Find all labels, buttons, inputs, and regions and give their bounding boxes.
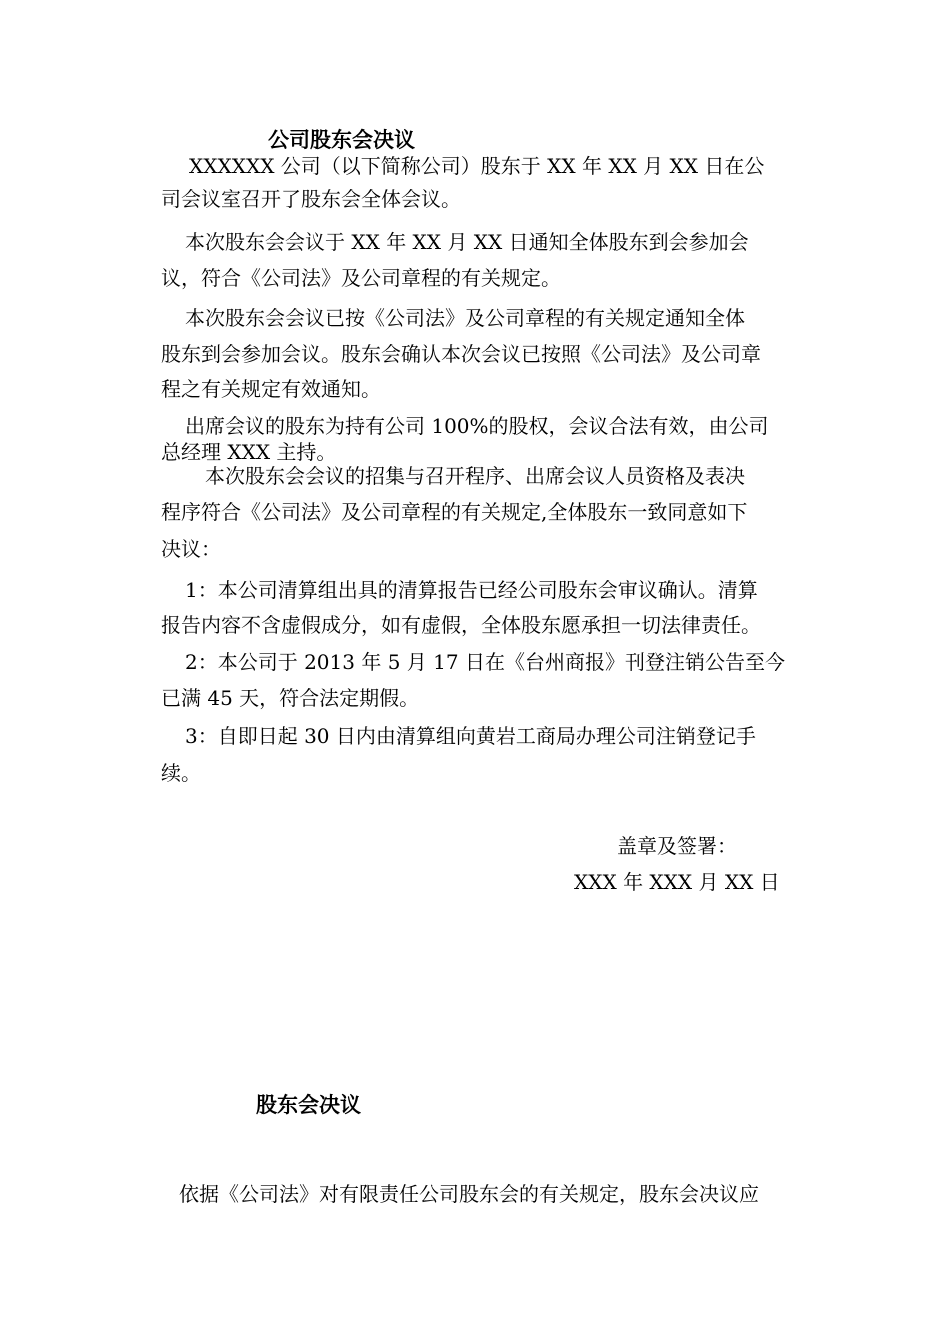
signature-label: 盖章及签署： <box>617 834 737 858</box>
paragraph-line: 总经理 XXX 主持。 <box>161 440 337 464</box>
resolution-item: 报告内容不含虚假成分，如有虚假，全体股东愿承担一切法律责任。 <box>161 613 761 637</box>
section2-title: 股东会决议 <box>256 1093 361 1117</box>
paragraph-line: 股东到会参加会议。股东会确认本次会议已按照《公司法》及公司章 <box>161 342 761 366</box>
paragraph-line: 本次股东会会议的招集与召开程序、出席会议人员资格及表决 <box>205 464 745 488</box>
paragraph-line: 依据《公司法》对有限责任公司股东会的有关规定，股东会决议应 <box>179 1182 759 1206</box>
paragraph-line: 本次股东会会议于 XX 年 XX 月 XX 日通知全体股东到会参加会 <box>185 230 749 254</box>
resolution-item: 已满 45 天，符合法定期假。 <box>161 686 420 710</box>
paragraph-line: 程序符合《公司法》及公司章程的有关规定,全体股东一致同意如下 <box>161 500 748 524</box>
section1-title: 公司股东会决议 <box>268 128 415 152</box>
paragraph-line: 出席会议的股东为持有公司 100%的股权，会议合法有效，由公司 <box>185 414 769 438</box>
resolution-item: 2：本公司于 2013 年 5 月 17 日在《台州商报》刊登注销公告至今 <box>185 650 785 674</box>
paragraph-line: 本次股东会会议已按《公司法》及公司章程的有关规定通知全体 <box>185 306 745 330</box>
paragraph-line: 决议： <box>161 537 221 561</box>
signature-date: XXX 年 XXX 月 XX 日 <box>574 870 780 894</box>
paragraph-line: 司会议室召开了股东会全体会议。 <box>161 187 461 211</box>
paragraph-line: 议，符合《公司法》及公司章程的有关规定。 <box>161 266 561 290</box>
resolution-item: 3：自即日起 30 日内由清算组向黄岩工商局办理公司注销登记手 <box>185 724 756 748</box>
resolution-item: 1：本公司清算组出具的清算报告已经公司股东会审议确认。清算 <box>185 578 758 602</box>
paragraph-line: 程之有关规定有效通知。 <box>161 377 381 401</box>
paragraph-line: XXXXXX 公司（以下简称公司）股东于 XX 年 XX 月 XX 日在公 <box>189 154 765 178</box>
resolution-item: 续。 <box>161 761 201 785</box>
